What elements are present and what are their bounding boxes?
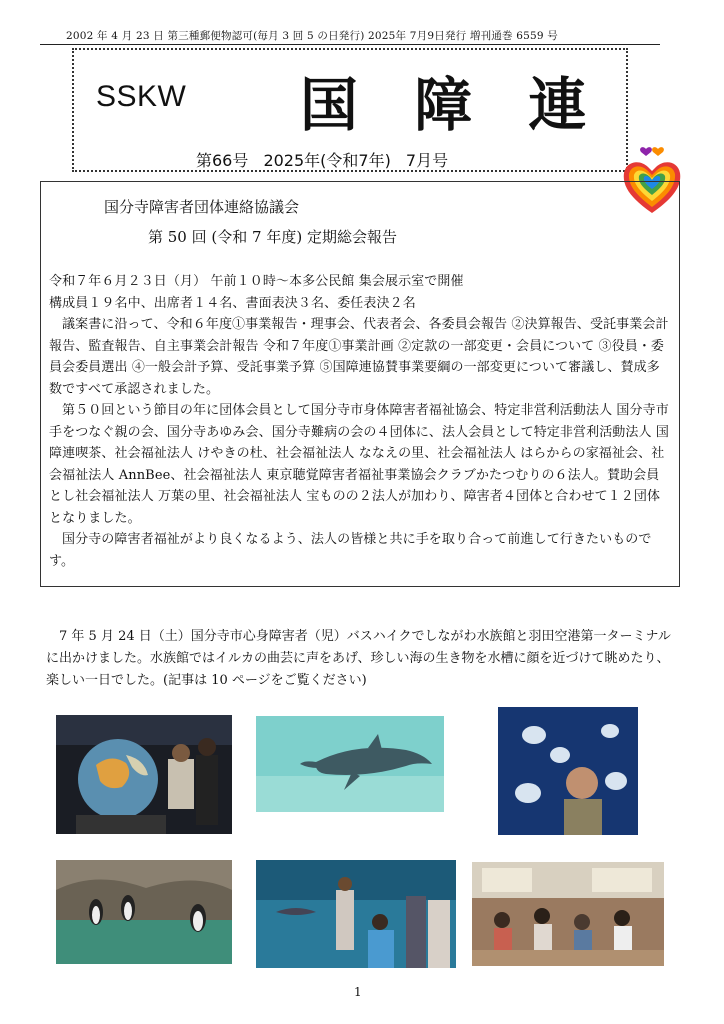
organization-name: 国分寺障害者団体連絡協議会 [104,198,300,216]
publication-info-line: 2002 年 4 月 23 日 第三種郵便物認可(毎月 3 回 5 の日発行) 2025年 7月9日発行 増刊通巻 6559 号 [66,30,558,42]
penguins-photo [56,860,232,964]
issue-number: 第66号 2025年(令和7年) 7月号 [196,151,449,170]
agenda-paragraph: 議案書に沿って、令和６年度①事業報告・理事会、代表者会、各委員会報告 ②決算報告、受託事業会計報告、監査報告、自主事業会計報告 令和７年度①事業計画 ②定款の一部変更・会員について ③役員・委員会委員選出 ④一般会計予算、受託事業予算 ⑤国障連協賛事業要綱の一部変更について審議し、賛成多数ですべて承認されました。 [49,317,669,397]
jellyfish-tank-photo [498,707,638,835]
report-title: 第 50 回 (令和 7 年度) 定期総会報告 [148,228,397,246]
newsletter-title: 国 障 連 [300,71,605,139]
attendance-paragraph: 構成員１９名中、出席者１４名、書面表決３名、委任表決２名 [49,295,416,311]
sskw-label: SSKW [96,80,187,113]
aquarium-globe-photo [56,715,232,834]
header-rule [40,44,660,45]
meeting-date-paragraph: 令和７年６月２３日（月） 午前１０時～本多公民館 集会展示室で開催 [49,274,464,289]
report-body [49,271,671,572]
aquarium-visitors-photo [256,860,456,968]
bus-trip-text: 7 年 5 月 24 日（土）国分寺市心身障害者（児）バスハイクでしながわ水族館と羽田空港第一ターミナルに出かけました。水族館ではイルカの曲芸に声をあげ、珍しい海の生き物を水槽に顔を近づけて眺めたり、楽しい一日でした。(記事は 10 ページをご覧ください) [46,629,671,688]
closing-paragraph: 国分寺の障害者福祉がより良くなるよう、法人の皆様と共に手を取り合って前進して行きたいものです。 [49,532,652,569]
members-paragraph: 第５０回という節目の年に団体会員として国分寺市身体障害者福祉協会、特定非営利活動法人 国分寺市手をつなぐ親の会、国分寺あゆみ会、国分寺難病の会の４団体に、法人会員として特定非営利活動法人 国障連喫茶、社会福祉法人 けやきの杜、社会福祉法人 ななえの里、社会福祉法人 はらからの家福祉会、社会福祉法人 AnnBee、社会福祉法人 東京聴覚障害者福祉事業協会クラブかたつむりの６法人。賛助会員とし社会福祉法人 万葉の里、社会福祉法人 宝ものの２法人が加わり、障害者４団体と合わせて１２団体となりました。 [49,403,669,526]
dining-hall-photo [472,862,664,966]
page-number: 1 [354,985,362,999]
dolphin-photo [256,716,444,812]
